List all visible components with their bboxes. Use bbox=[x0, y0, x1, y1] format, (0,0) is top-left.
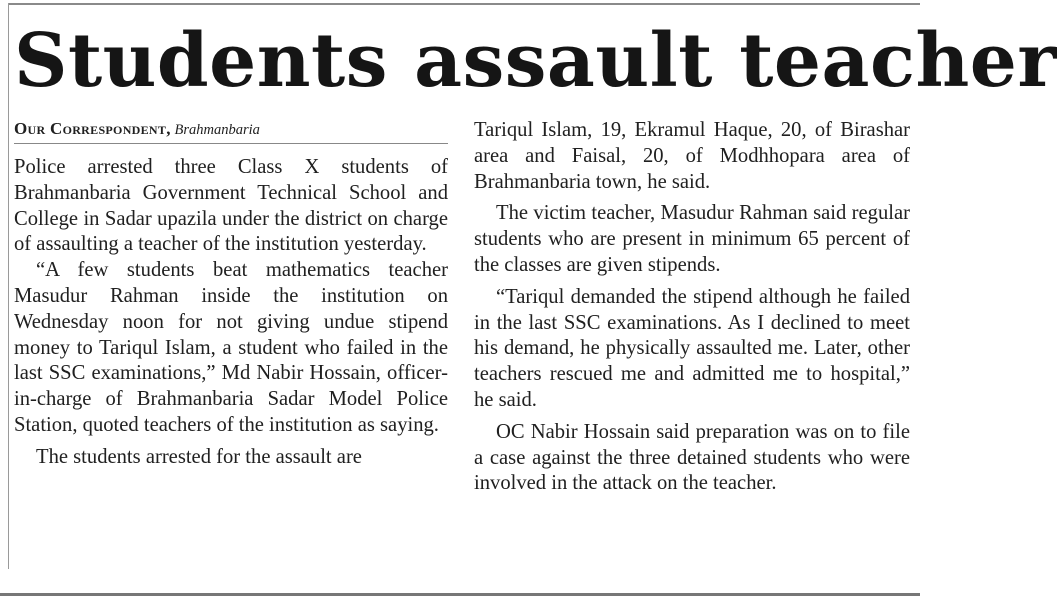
paragraph-3-start: The students arrested for the assault are bbox=[36, 445, 362, 468]
headline: Students assault teacher bbox=[14, 18, 1057, 104]
byline-place: Brahmanbaria bbox=[174, 122, 260, 138]
column-right bbox=[474, 118, 910, 497]
top-rule bbox=[8, 3, 920, 5]
paragraph-4: The victim teacher, Masudur Rahman said regular students who are present in minimum 65 percent of the classes are given stipends. bbox=[474, 202, 910, 276]
paragraph-6: OC Nabir Hossain said preparation was on to file a case against the three detained students who were involved in the attack on the teacher. bbox=[474, 420, 910, 495]
paragraph-2: “A few students beat mathematics teacher Masudur Rahman inside the institution on Wednesday noon for not giving undue stipend money to Tariqul Islam, a student who failed in the last SSC examinations,” Md Nabir Hossain, officer-in-charge of Brahmanbaria Sadar Model Police Station, quoted teachers of the institution as saying. bbox=[14, 259, 448, 436]
bottom-rule bbox=[0, 593, 920, 596]
paragraph-5: “Tariqul demanded the stipend although he failed in the last SSC examinations. As I declined to meet his demand, he physically assaulted me. Later, other teachers rescued me and admitted me to hospital,” he said. bbox=[474, 285, 910, 411]
byline bbox=[14, 116, 448, 144]
paragraph-1: Police arrested three Class X students of Brahmanbaria Government Technical School and College in Sadar upazila under the district on charge of assaulting a teacher of the institution yesterday. bbox=[14, 156, 448, 256]
paragraph-3-end: Tariqul Islam, 19, Ekramul Haque, 20, of Birashar area and Faisal, 20, of Modhhopara area of Brahmanbaria town, he said. bbox=[474, 119, 910, 193]
column-left bbox=[14, 116, 448, 471]
left-rule bbox=[8, 3, 9, 569]
byline-name: Our Correspondent, bbox=[14, 119, 171, 138]
